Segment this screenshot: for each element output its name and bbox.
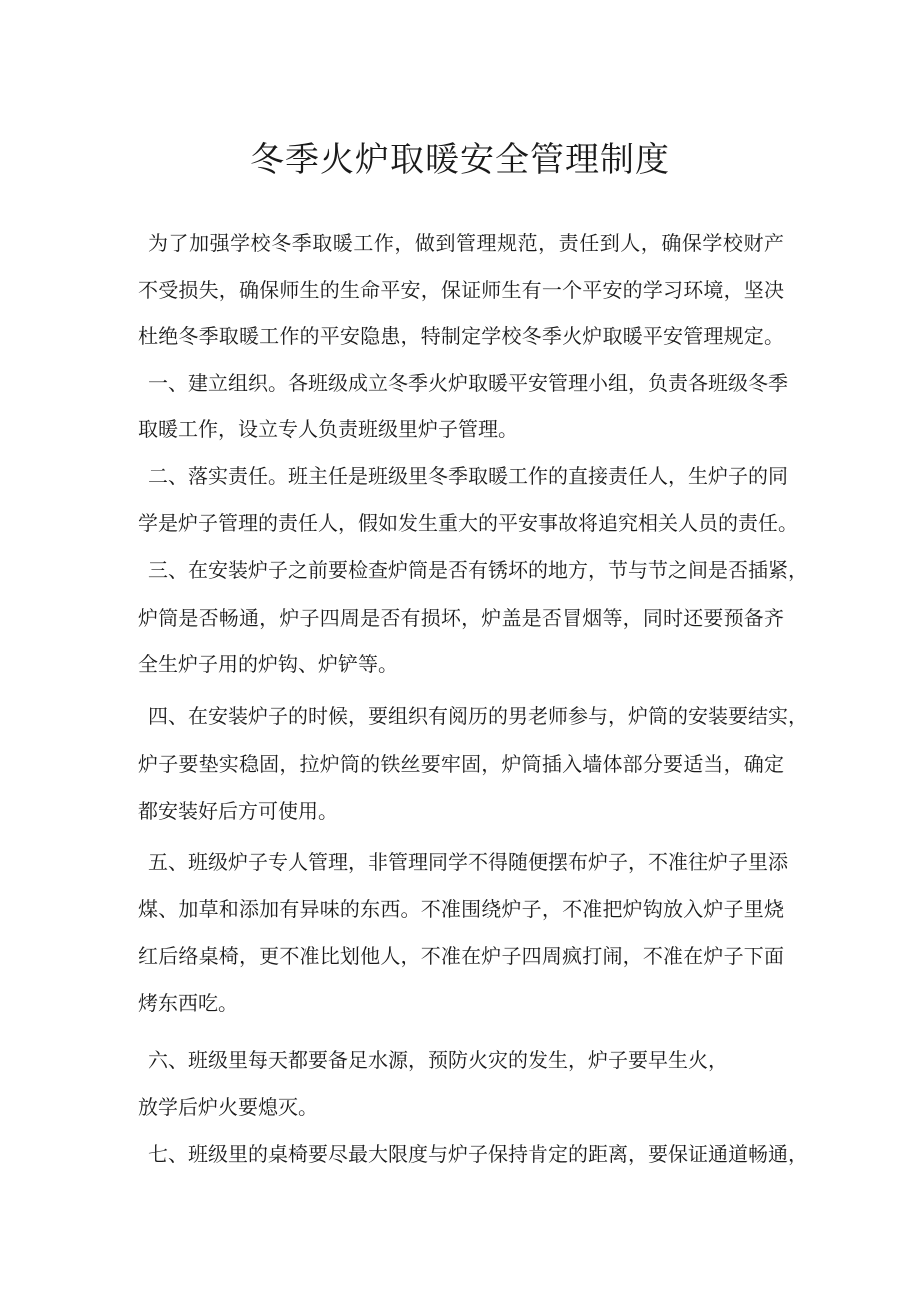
paragraph-line: 二、落实责任。班主任是班级里冬季取暖工作的直接责任人，生炉子的同 bbox=[148, 464, 788, 488]
paragraph-line: 放学后炉火要熄灭。 bbox=[138, 1095, 318, 1119]
paragraph-line: 烤东西吃。 bbox=[138, 991, 238, 1015]
paragraph-line: 五、班级炉子专人管理，非管理同学不得随便摆布炉子，不准往炉子里添 bbox=[148, 850, 788, 874]
paragraph-line: 不受损失，确保师生的生命平安，保证师生有一个平安的学习环境，坚决 bbox=[138, 278, 784, 302]
paragraph-line: 取暖工作，设立专人负责班级里炉子管理。 bbox=[138, 417, 518, 441]
paragraph-line: 杜绝冬季取暖工作的平安隐患，特制定学校冬季火炉取暖平安管理规定。 bbox=[138, 324, 784, 348]
paragraph-line: 炉子要垫实稳固，拉炉筒的铁丝要牢固，炉筒插入墙体部分要适当，确定 bbox=[138, 752, 784, 776]
paragraph-line: 七、班级里的桌椅要尽最大限度与炉子保持肯定的距离，要保证通道畅通， bbox=[148, 1142, 808, 1166]
paragraph-line: 学是炉子管理的责任人，假如发生重大的平安事故将追究相关人员的责任。 bbox=[138, 511, 798, 535]
paragraph-line: 四、在安装炉子的时候，要组织有阅历的男老师参与，炉筒的安装要结实， bbox=[148, 704, 808, 728]
paragraph-line: 一、建立组织。各班级成立冬季火炉取暖平安管理小组，负责各班级冬季 bbox=[148, 371, 788, 395]
paragraph-line: 都安装好后方可使用。 bbox=[138, 799, 338, 823]
paragraph-line: 三、在安装炉子之前要检查炉筒是否有锈坏的地方，节与节之间是否插紧， bbox=[148, 558, 808, 582]
paragraph-line: 为了加强学校冬季取暖工作，做到管理规范，责任到人，确保学校财产 bbox=[148, 231, 784, 255]
paragraph-line: 炉筒是否畅通，炉子四周是否有损坏，炉盖是否冒烟等，同时还要预备齐 bbox=[138, 606, 784, 630]
document-title: 冬季火炉取暖安全管理制度 bbox=[250, 140, 670, 180]
paragraph-line: 六、班级里每天都要备足水源，预防火灾的发生，炉子要早生火， bbox=[148, 1048, 728, 1072]
paragraph-line: 红后络桌椅，更不准比划他人，不准在炉子四周疯打闹，不准在炉子下面 bbox=[138, 944, 784, 968]
paragraph-line: 煤、加草和添加有异味的东西。不准围绕炉子，不准把炉钩放入炉子里烧 bbox=[138, 897, 784, 921]
paragraph-line: 全生炉子用的炉钩、炉铲等。 bbox=[138, 652, 398, 676]
